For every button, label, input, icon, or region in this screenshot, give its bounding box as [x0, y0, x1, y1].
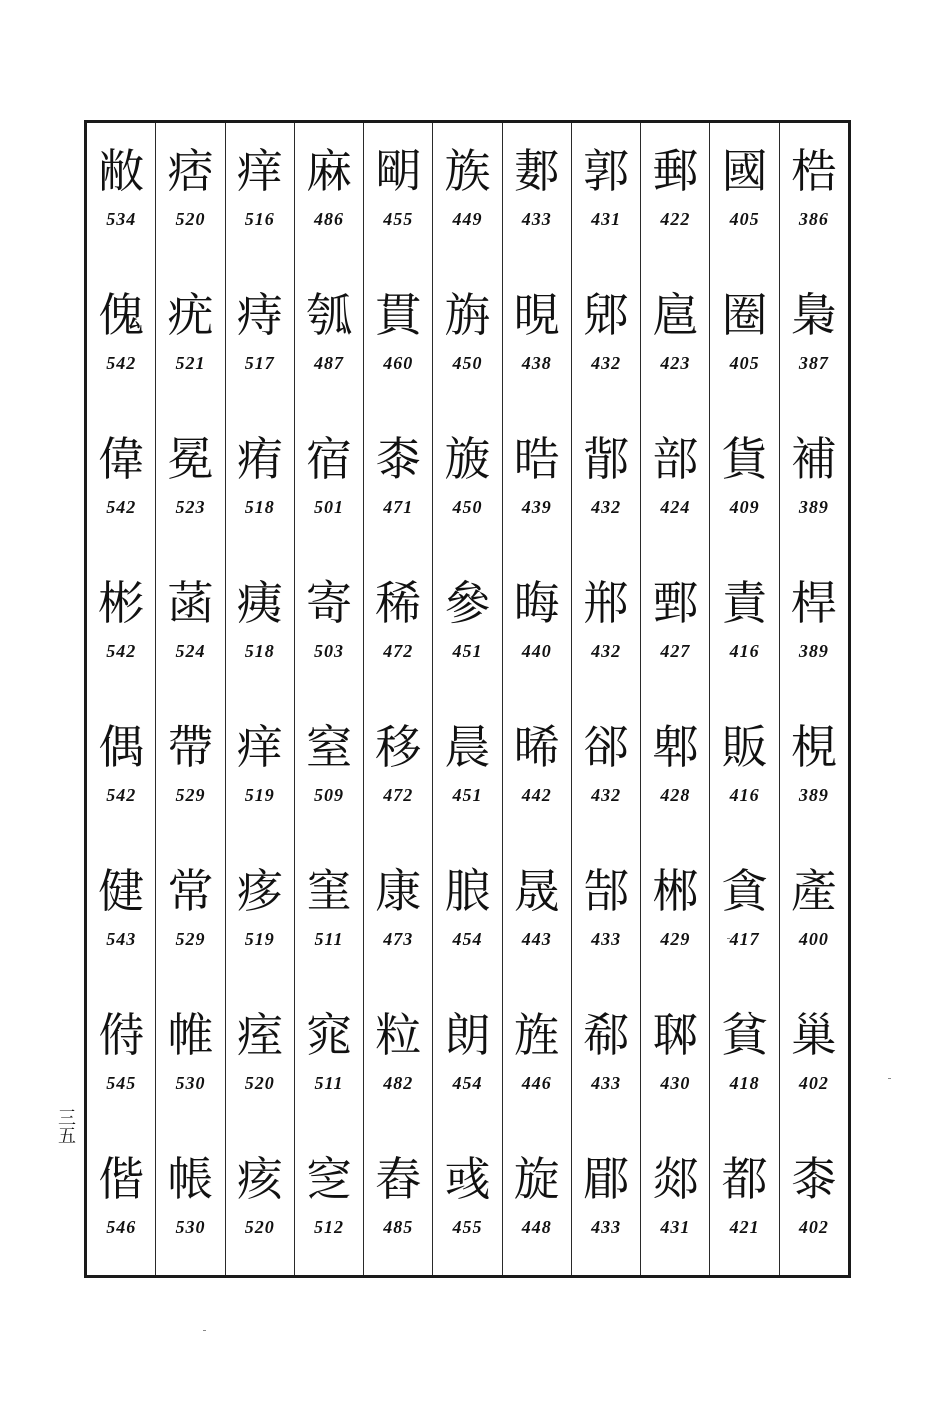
entry-page-number: 402 [798, 1073, 829, 1093]
entry-character: 晧 [513, 432, 560, 486]
entry-character: 晟 [513, 864, 560, 918]
index-entry [780, 411, 848, 555]
entry-page-number: 433 [591, 1073, 622, 1093]
index-entry [780, 843, 848, 987]
entry-page-number: 545 [106, 1073, 137, 1093]
entry-page-number: 432 [591, 353, 622, 373]
entry-page-number: 518 [244, 641, 275, 661]
entry-page-number: 530 [175, 1217, 206, 1237]
entry-character: 鄁 [583, 432, 630, 486]
entry-page-number: 429 [660, 929, 691, 949]
entry-page-number: 450 [452, 497, 483, 517]
index-entry [641, 843, 709, 987]
entry-character: 扈 [652, 288, 699, 342]
entry-character: 冕 [167, 432, 214, 486]
index-entry [641, 1131, 709, 1275]
entry-character: 族 [444, 144, 491, 198]
index-entry [641, 555, 709, 699]
entry-character: 麻 [306, 144, 352, 198]
entry-page-number: 529 [175, 929, 206, 949]
entry-character: 貨 [721, 432, 768, 486]
entry-page-number: 432 [591, 641, 622, 661]
entry-page-number: 438 [521, 353, 552, 373]
index-column [156, 123, 225, 1275]
entry-page-number: 442 [521, 785, 552, 805]
entry-page-number: 428 [660, 785, 691, 805]
entry-page-number: 424 [660, 497, 691, 517]
entry-character: 偫 [98, 1008, 145, 1062]
index-entry [503, 411, 571, 555]
index-entry [503, 267, 571, 411]
entry-character: 痞 [167, 144, 214, 198]
entry-page-number: 529 [175, 785, 206, 805]
entry-character: 窒 [306, 720, 352, 774]
index-entry [87, 123, 155, 267]
index-entry [295, 267, 363, 411]
entry-character: 瓠 [306, 288, 352, 342]
entry-page-number: 472 [383, 641, 414, 661]
index-entry [226, 843, 294, 987]
entry-character: 菡 [167, 576, 214, 630]
entry-character: 郰 [652, 1008, 699, 1062]
entry-page-number: 511 [314, 1073, 344, 1093]
index-entry [780, 987, 848, 1131]
entry-character: 痎 [236, 1152, 283, 1206]
entry-page-number: 542 [106, 785, 137, 805]
entry-page-number: 448 [521, 1217, 552, 1237]
entry-page-number: 432 [591, 785, 622, 805]
index-entry [156, 987, 224, 1131]
entry-character: 都 [721, 1152, 768, 1206]
entry-page-number: 523 [175, 497, 206, 517]
index-entry [295, 987, 363, 1131]
index-entry [433, 411, 501, 555]
index-entry [710, 555, 778, 699]
entry-character: 朗 [444, 1008, 491, 1062]
entry-page-number: 405 [729, 209, 760, 229]
entry-page-number: 432 [591, 497, 622, 517]
entry-page-number: 433 [521, 209, 552, 229]
entry-page-number: 409 [729, 497, 760, 517]
index-entry [780, 123, 848, 267]
entry-page-number: 455 [383, 209, 414, 229]
entry-page-number: 386 [798, 209, 829, 229]
entry-character: 部 [652, 432, 699, 486]
entry-page-number: 534 [106, 209, 137, 229]
index-entry [572, 843, 640, 987]
entry-page-number: 416 [729, 641, 760, 661]
entry-character: 梏 [790, 144, 837, 198]
entry-page-number: 542 [106, 497, 137, 517]
scan-speck [888, 1078, 891, 1079]
entry-character: 貫 [375, 288, 422, 342]
entry-page-number: 521 [175, 353, 206, 373]
entry-character: 稀 [375, 576, 422, 630]
entry-page-number: 542 [106, 641, 137, 661]
entry-character: 郪 [513, 144, 560, 198]
entry-character: 粒 [375, 1008, 422, 1062]
index-entry [156, 843, 224, 987]
index-entry [87, 555, 155, 699]
index-column [780, 123, 848, 1275]
entry-character: 康 [375, 864, 422, 918]
entry-page-number: 443 [521, 929, 552, 949]
character-index-table [84, 120, 851, 1278]
entry-character: 晞 [513, 720, 560, 774]
entry-page-number: 482 [383, 1073, 414, 1093]
entry-character: 郿 [583, 1152, 630, 1206]
index-entry [572, 987, 640, 1131]
index-entry [156, 267, 224, 411]
entry-page-number: 431 [660, 1217, 691, 1237]
index-entry [710, 1131, 778, 1275]
index-column [295, 123, 364, 1275]
entry-character: 痓 [236, 1008, 283, 1062]
index-entry [87, 699, 155, 843]
entry-character: 痏 [236, 432, 283, 486]
entry-page-number: 520 [244, 1217, 275, 1237]
entry-page-number: 487 [314, 353, 344, 373]
entry-character: 貧 [721, 1008, 768, 1062]
entry-character: 旇 [444, 432, 491, 486]
entry-page-number: 405 [729, 353, 760, 373]
entry-page-number: 416 [729, 785, 760, 805]
entry-page-number: 433 [591, 1217, 622, 1237]
index-column [364, 123, 433, 1275]
index-entry [87, 411, 155, 555]
index-entry [503, 843, 571, 987]
entry-character: 彬 [98, 576, 145, 630]
entry-character: 朙 [375, 144, 422, 198]
entry-page-number: 427 [660, 641, 691, 661]
index-column [503, 123, 572, 1275]
entry-page-number: 516 [244, 209, 275, 229]
entry-page-number: 471 [383, 497, 414, 517]
entry-page-number: 509 [314, 785, 344, 805]
entry-character: 旌 [513, 1008, 560, 1062]
index-entry [433, 555, 501, 699]
entry-page-number: 389 [798, 497, 829, 517]
index-entry [364, 411, 432, 555]
index-entry [780, 699, 848, 843]
scan-speck [203, 1330, 206, 1331]
entry-page-number: 430 [660, 1073, 691, 1093]
entry-character: 郤 [583, 720, 630, 774]
page-number: 三五 [55, 1108, 76, 1144]
index-entry [572, 699, 640, 843]
entry-page-number: 450 [452, 353, 483, 373]
index-entry [433, 699, 501, 843]
entry-character: 痔 [236, 288, 283, 342]
index-entry [295, 123, 363, 267]
entry-page-number: 389 [798, 641, 829, 661]
entry-page-number: 423 [660, 353, 691, 373]
entry-character: 朖 [444, 864, 491, 918]
index-entry [295, 843, 363, 987]
entry-page-number: 439 [521, 497, 552, 517]
entry-character: 圈 [721, 288, 768, 342]
entry-page-number: 455 [452, 1217, 483, 1237]
entry-character: 桼 [375, 432, 422, 486]
index-entry [295, 699, 363, 843]
entry-character: 窆 [306, 1152, 352, 1206]
entry-page-number: 460 [383, 353, 414, 373]
index-entry [710, 123, 778, 267]
entry-character: 常 [167, 864, 214, 918]
entry-page-number: 485 [383, 1217, 414, 1237]
entry-character: 晦 [513, 576, 560, 630]
entry-character: 郴 [652, 864, 699, 918]
index-entry [226, 123, 294, 267]
index-entry [87, 987, 155, 1131]
index-entry [156, 699, 224, 843]
entry-page-number: 402 [798, 1217, 829, 1237]
index-column [710, 123, 779, 1275]
index-entry [226, 987, 294, 1131]
index-entry [226, 267, 294, 411]
index-entry [641, 699, 709, 843]
entry-character: 貪 [721, 864, 768, 918]
entry-character: 產 [790, 864, 837, 918]
index-column [433, 123, 502, 1275]
entry-page-number: 472 [383, 785, 414, 805]
entry-character: 傀 [98, 288, 145, 342]
entry-character: 責 [721, 576, 768, 630]
entry-character: 郱 [583, 576, 630, 630]
entry-character: 梘 [790, 720, 837, 774]
entry-page-number: 518 [244, 497, 275, 517]
entry-page-number: 422 [660, 209, 691, 229]
index-entry [710, 411, 778, 555]
entry-character: 郵 [652, 144, 699, 198]
index-entry [87, 843, 155, 987]
entry-character: 偶 [98, 720, 145, 774]
index-entry [710, 843, 778, 987]
entry-character: 健 [98, 864, 145, 918]
entry-page-number: 520 [244, 1073, 275, 1093]
entry-character: 桿 [790, 576, 837, 630]
index-entry [641, 411, 709, 555]
entry-page-number: 511 [314, 929, 344, 949]
index-entry [641, 987, 709, 1131]
index-entry [433, 1131, 501, 1275]
index-entry [503, 699, 571, 843]
entry-character: 帶 [167, 720, 214, 774]
index-entry [503, 555, 571, 699]
entry-character: 鄄 [652, 576, 699, 630]
entry-character: 郭 [583, 144, 630, 198]
index-entry [156, 555, 224, 699]
entry-character: 郜 [583, 864, 630, 918]
entry-character: 敝 [98, 144, 145, 198]
entry-page-number: 546 [106, 1217, 137, 1237]
index-entry [364, 123, 432, 267]
index-entry [572, 411, 640, 555]
index-entry [503, 123, 571, 267]
entry-page-number: 524 [175, 641, 206, 661]
entry-page-number: 431 [591, 209, 622, 229]
entry-page-number: 417 [729, 929, 760, 949]
index-entry [433, 267, 501, 411]
entry-character: 偕 [98, 1152, 145, 1206]
entry-character: 郗 [583, 1008, 630, 1062]
index-column [572, 123, 641, 1275]
index-entry [156, 1131, 224, 1275]
index-column [226, 123, 295, 1275]
index-entry [503, 1131, 571, 1275]
entry-page-number: 387 [798, 353, 829, 373]
entry-character: 桼 [790, 1152, 837, 1206]
entry-page-number: 512 [314, 1217, 344, 1237]
index-entry [710, 699, 778, 843]
index-entry [641, 267, 709, 411]
index-entry [226, 1131, 294, 1275]
entry-page-number: 418 [729, 1073, 760, 1093]
entry-page-number: 433 [591, 929, 622, 949]
index-entry [364, 843, 432, 987]
index-entry [226, 555, 294, 699]
entry-character: 參 [444, 576, 491, 630]
index-entry [364, 699, 432, 843]
index-entry [780, 555, 848, 699]
entry-character: 郳 [583, 288, 630, 342]
entry-character: 帳 [167, 1152, 214, 1206]
entry-page-number: 543 [106, 929, 137, 949]
entry-character: 寄 [306, 576, 352, 630]
entry-character: 晛 [513, 288, 560, 342]
entry-character: 窕 [306, 1008, 352, 1062]
entry-page-number: 519 [244, 785, 275, 805]
index-entry [295, 555, 363, 699]
entry-character: 帷 [167, 1008, 214, 1062]
entry-character: 梟 [790, 288, 837, 342]
entry-page-number: 530 [175, 1073, 206, 1093]
index-entry [780, 1131, 848, 1275]
index-entry [641, 123, 709, 267]
index-entry [572, 267, 640, 411]
scan-speck [727, 938, 730, 939]
index-column [641, 123, 710, 1275]
entry-character: 疣 [167, 288, 214, 342]
entry-character: 晨 [444, 720, 491, 774]
index-entry [433, 123, 501, 267]
entry-character: 旋 [513, 1152, 560, 1206]
entry-character: 郫 [652, 720, 699, 774]
entry-page-number: 454 [452, 929, 483, 949]
index-entry [364, 555, 432, 699]
index-entry [710, 267, 778, 411]
entry-character: 窐 [306, 864, 352, 918]
entry-page-number: 451 [452, 641, 483, 661]
index-entry [87, 267, 155, 411]
index-entry [156, 411, 224, 555]
entry-page-number: 520 [175, 209, 206, 229]
entry-page-number: 449 [452, 209, 483, 229]
index-entry [503, 987, 571, 1131]
entry-character: 舂 [375, 1152, 422, 1206]
index-entry [780, 267, 848, 411]
index-entry [364, 1131, 432, 1275]
index-entry [87, 1131, 155, 1275]
index-entry [364, 987, 432, 1131]
index-entry [433, 987, 501, 1131]
entry-character: 痒 [236, 144, 283, 198]
entry-page-number: 503 [314, 641, 344, 661]
entry-character: 痒 [236, 720, 283, 774]
entry-page-number: 486 [314, 209, 344, 229]
entry-page-number: 389 [798, 785, 829, 805]
entry-character: 偉 [98, 432, 145, 486]
entry-page-number: 446 [521, 1073, 552, 1093]
index-entry [156, 123, 224, 267]
index-entry [572, 123, 640, 267]
index-entry [364, 267, 432, 411]
index-entry [572, 555, 640, 699]
entry-character: 旃 [444, 288, 491, 342]
entry-page-number: 454 [452, 1073, 483, 1093]
entry-page-number: 440 [521, 641, 552, 661]
entry-character: 國 [721, 144, 768, 198]
index-entry [572, 1131, 640, 1275]
index-column [87, 123, 156, 1275]
index-entry [295, 411, 363, 555]
entry-character: 痑 [236, 864, 283, 918]
entry-page-number: 451 [452, 785, 483, 805]
entry-character: 補 [790, 432, 837, 486]
entry-page-number: 519 [244, 929, 275, 949]
entry-page-number: 421 [729, 1217, 760, 1237]
entry-page-number: 473 [383, 929, 414, 949]
index-entry [226, 411, 294, 555]
entry-page-number: 501 [314, 497, 344, 517]
entry-character: 彧 [444, 1152, 491, 1206]
entry-character: 宿 [306, 432, 352, 486]
index-entry [710, 987, 778, 1131]
entry-character: 痍 [236, 576, 283, 630]
entry-character: 移 [375, 720, 422, 774]
index-entry [433, 843, 501, 987]
entry-page-number: 542 [106, 353, 137, 373]
index-entry [295, 1131, 363, 1275]
entry-character: 販 [721, 720, 768, 774]
entry-character: 巢 [790, 1008, 837, 1062]
entry-page-number: 517 [244, 353, 275, 373]
entry-page-number: 400 [798, 929, 829, 949]
entry-character: 郯 [652, 1152, 699, 1206]
index-entry [226, 699, 294, 843]
